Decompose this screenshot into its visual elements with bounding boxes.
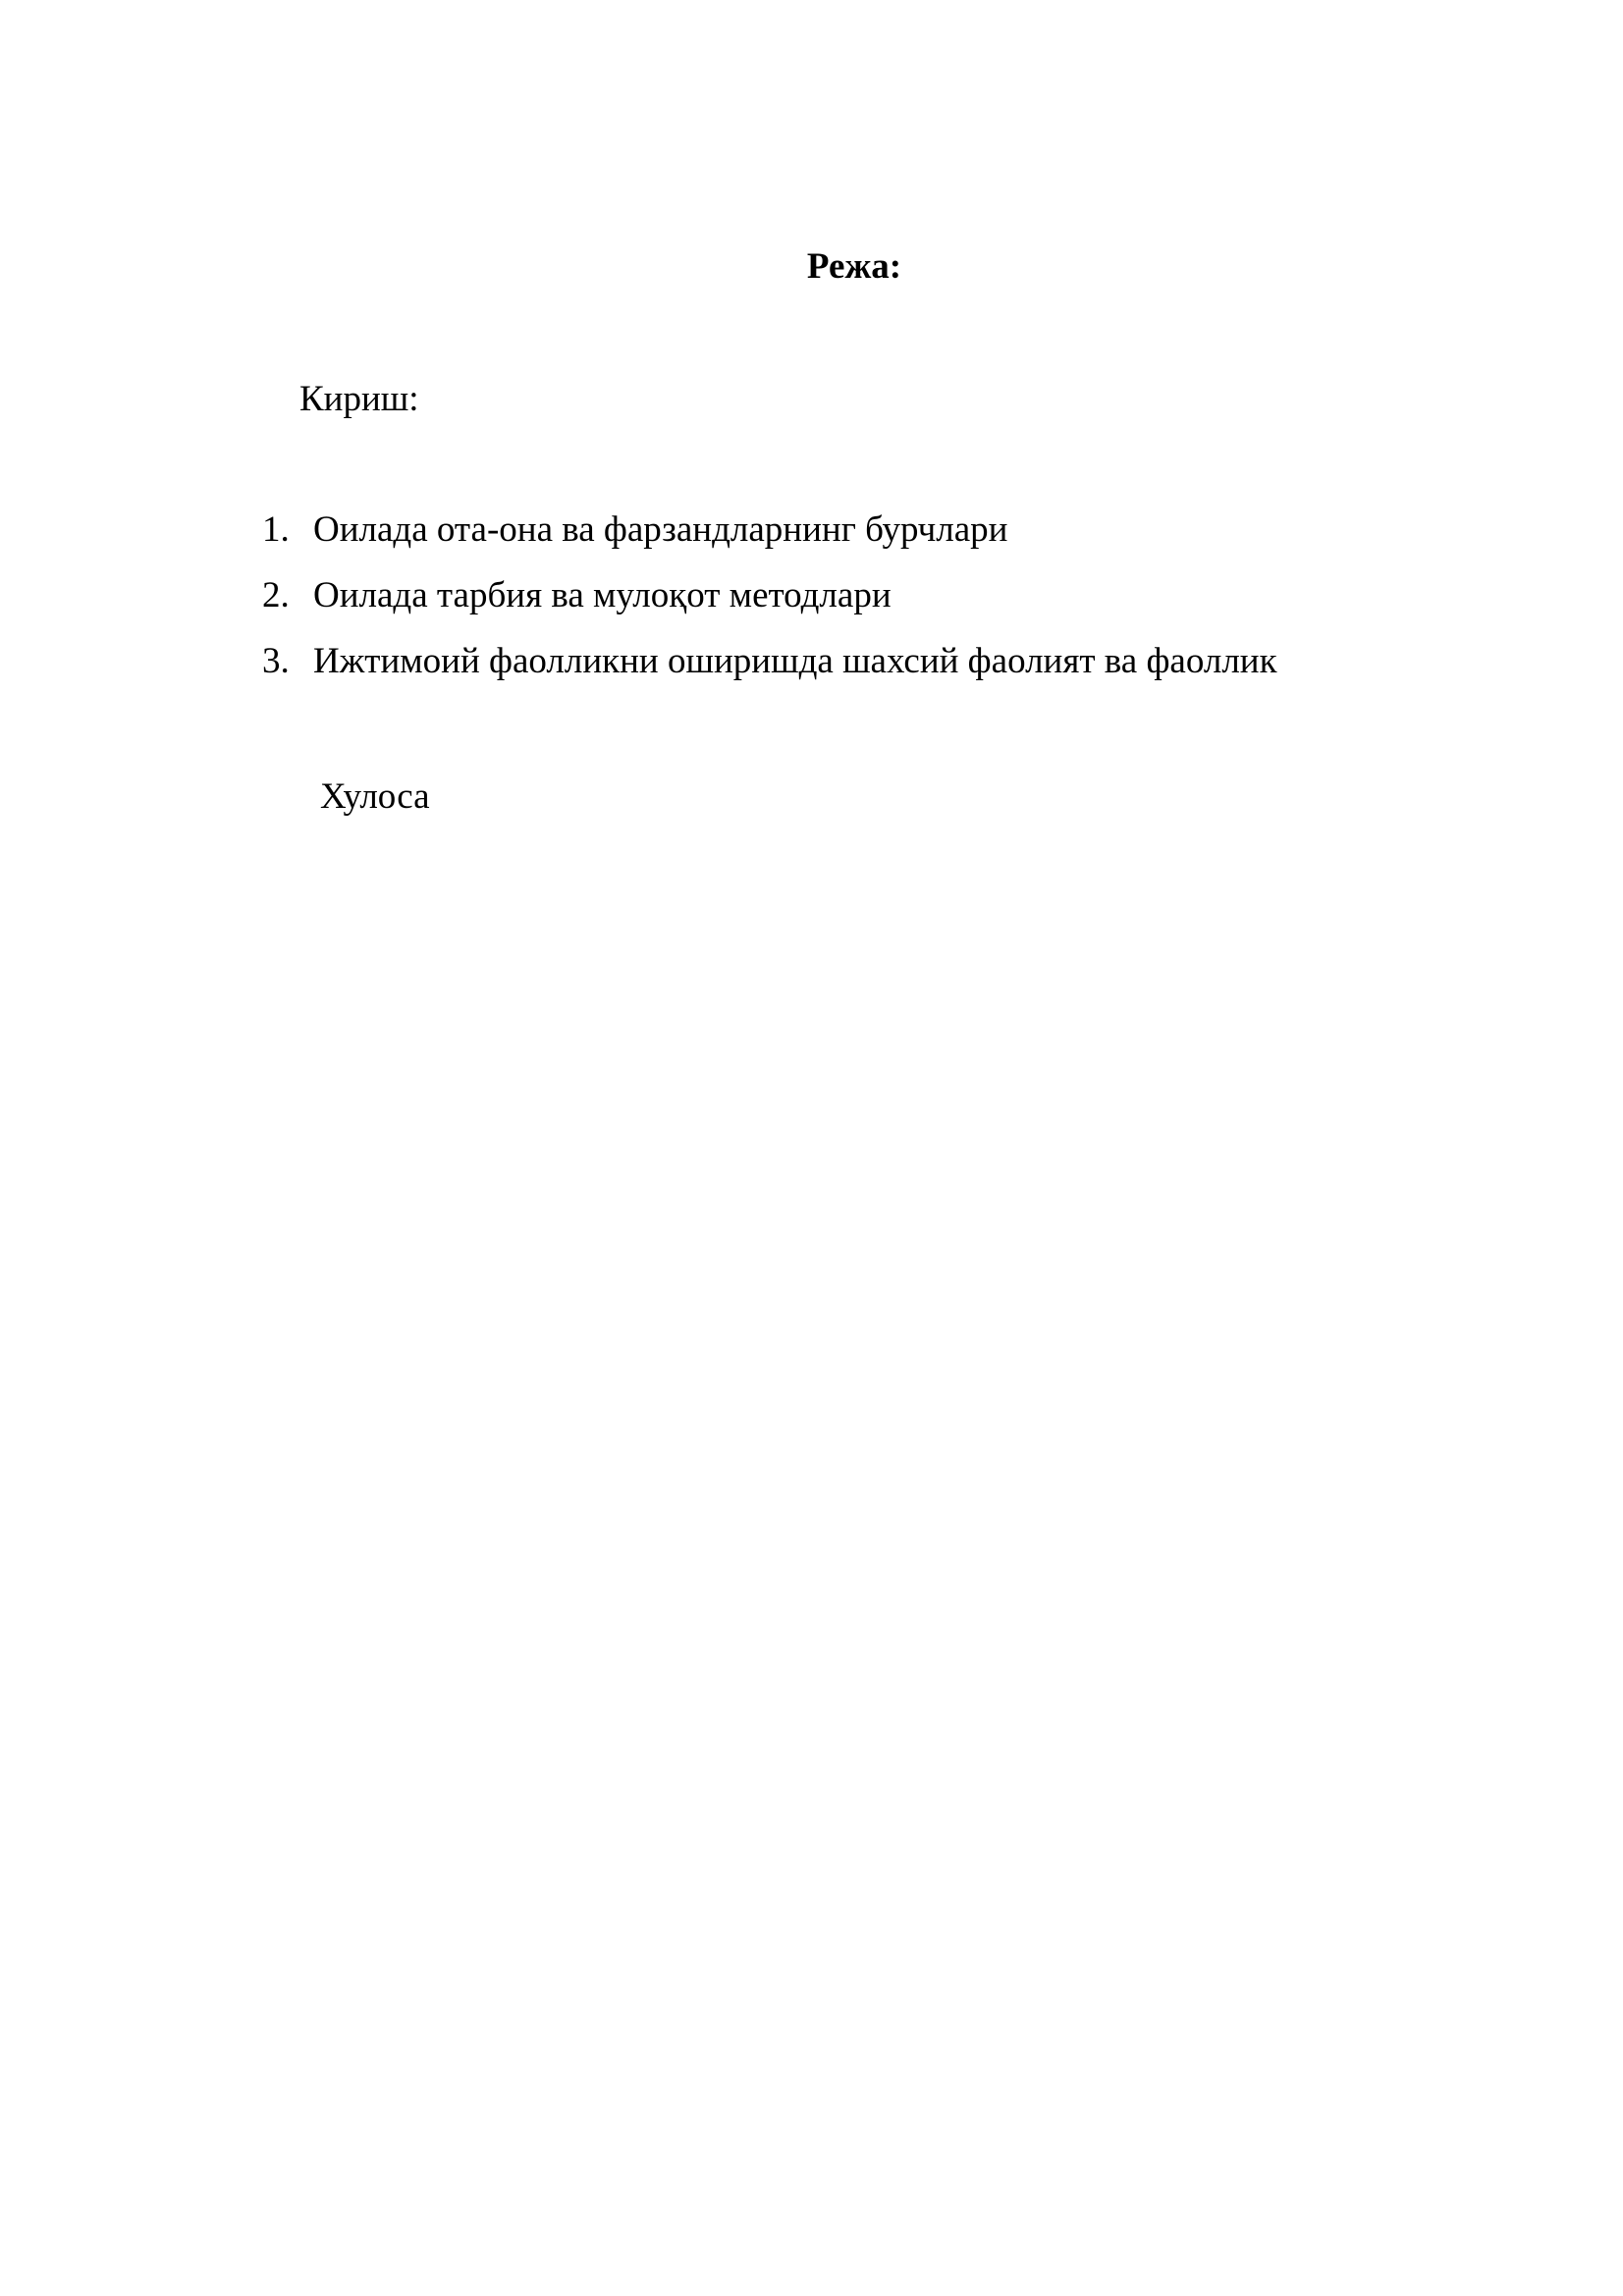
plan-item-text: Оилада тарбия ва мулоқот методлари <box>313 575 892 615</box>
page-title: Режа: <box>806 246 902 287</box>
plan-item-text: Оилада ота-она ва фарзандларнинг бурчлари <box>313 509 1008 550</box>
plan-item-text: Ижтимоий фаолликни оширишда шахсий фаолият ва фаоллик <box>313 641 1277 681</box>
intro-heading: Кириш: <box>299 379 419 419</box>
conclusion-heading: Хулоса <box>320 776 430 817</box>
plan-item-number: 3. <box>262 641 290 681</box>
plan-item-number: 2. <box>262 575 290 615</box>
plan-item-1 <box>262 508 1277 574</box>
plan-item-number: 1. <box>262 509 290 550</box>
plan-list <box>262 508 1277 706</box>
plan-item-3 <box>262 640 1277 706</box>
plan-item-2 <box>262 574 1277 640</box>
